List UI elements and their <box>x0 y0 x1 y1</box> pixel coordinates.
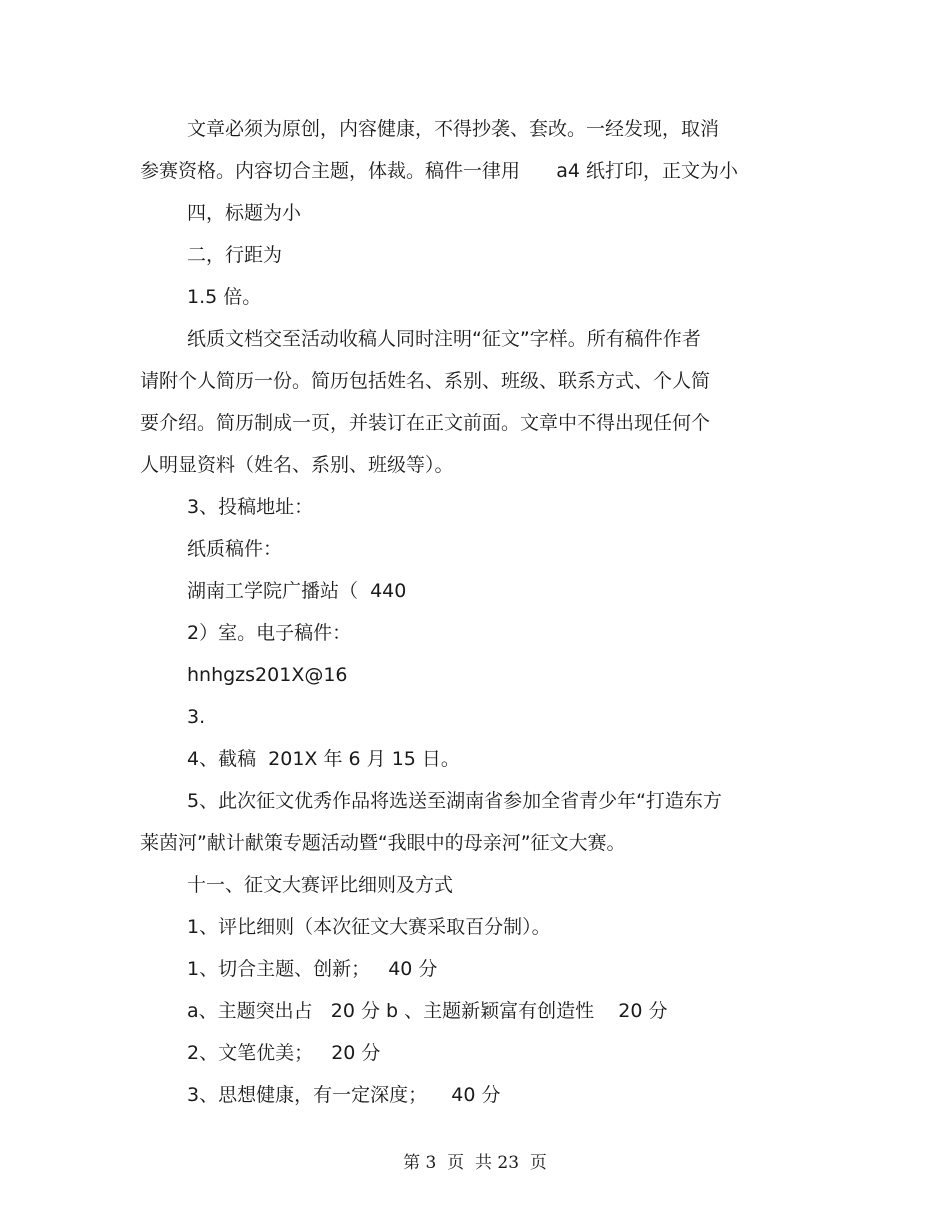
text-line: 5、此次征文优秀作品将选送至湖南省参加全省青少年“打造东方 <box>187 790 722 812</box>
text-line: 莱茵河”献计献策专题活动暨“我眼中的母亲河”征文大赛。 <box>140 832 626 854</box>
text-line: 3、投稿地址： <box>187 496 314 518</box>
text-line: a、主题突出占 20 分 b 、主题新颖富有创造性 20 分 <box>187 1000 668 1022</box>
text-line: hnhgzs201X@16 <box>187 664 348 686</box>
text-line: 湖南工学院广播站（ 440 <box>187 580 407 602</box>
text-line: 1、评比细则（本次征文大赛采取百分制）。 <box>187 916 551 938</box>
text-line: 1、切合主题、创新； 40 分 <box>187 958 438 980</box>
text-line: 3、思想健康，有一定深度； 40 分 <box>187 1084 501 1106</box>
text-line: 请附个人简历一份。简历包括姓名、系别、班级、联系方式、个人简 <box>140 370 711 392</box>
text-line: 纸质文档交至活动收稿人同时注明“征文”字样。所有稿件作者 <box>187 328 701 350</box>
text-line: 3. <box>187 706 206 728</box>
text-line: 4、截稿 201X 年 6 月 15 日。 <box>187 748 460 770</box>
text-line: 文章必须为原创，内容健康，不得抄袭、套改。一经发现，取消 <box>187 118 720 140</box>
text-line: 十一、征文大赛评比细则及方式 <box>187 874 454 896</box>
text-line: 2、文笔优美； 20 分 <box>187 1042 381 1064</box>
text-line: 要介绍。简历制成一页，并装订在正文前面。文章中不得出现任何个 <box>140 412 711 434</box>
text-line: 2）室。电子稿件： <box>187 622 352 644</box>
text-line: 参赛资格。内容切合主题，体裁。稿件一律用 a4 纸打印，正文为小 <box>140 160 739 182</box>
text-line: 四，标题为小 <box>187 202 302 224</box>
text-line: 纸质稿件： <box>187 538 283 560</box>
text-line: 人明显资料（姓名、系别、班级等）。 <box>140 454 454 476</box>
page-footer: 第 3 页 共 23 页 <box>403 1153 547 1173</box>
text-line: 二，行距为 <box>187 244 283 266</box>
text-line: 1.5 倍。 <box>187 286 262 308</box>
document-body <box>140 108 780 1116</box>
